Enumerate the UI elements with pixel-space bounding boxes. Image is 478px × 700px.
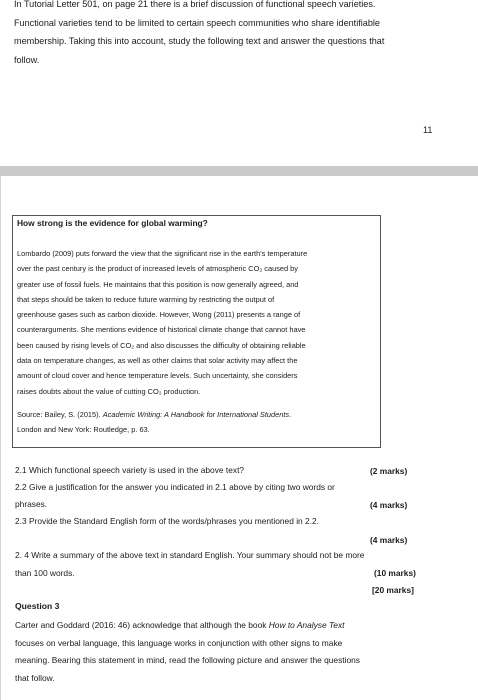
question-3-line: meaning. Bearing this statement in mind, read the following picture and answer the questions xyxy=(15,655,360,665)
total-marks: [20 marks] xyxy=(372,585,414,595)
intro-paragraph xyxy=(14,0,454,69)
question-2-3: 2.3 Provide the Standard English form of the words/phrases you mentioned in 2.2. xyxy=(15,516,320,526)
body-line: been caused by rising levels of CO₂ and also discusses the difficulty of obtaining reliable xyxy=(17,340,306,350)
body-line: greater use of fossil fuels. He maintains that this position is now generally agreed, and xyxy=(17,279,299,289)
question-2-2-line: 2.2 Give a justification for the answer you indicated in 2.1 above by citing two words or xyxy=(15,482,335,492)
body-line: greenhouse gases such as carbon dioxide. However, Wong (2011) presents a range of xyxy=(17,310,301,320)
intro-line: Functional varieties tend to be limited to certain speech communities who share identifiable xyxy=(14,17,380,28)
source-book-title: Academic Writing: A Handbook for International Students xyxy=(102,410,290,419)
intro-line: membership. Taking this into account, study the following text and answer the questions that xyxy=(14,36,385,46)
body-line: that steps should be taken to reduce future warming by restricting the output of xyxy=(17,294,275,304)
previous-page xyxy=(0,0,478,166)
page-break-divider xyxy=(0,166,478,176)
question-3-book-title: How to Analyse Text xyxy=(268,620,345,630)
intro-line: In Tutorial Letter 501, on page 21 there is a brief discussion of functional speech varieties. xyxy=(14,0,376,9)
question-2-1: 2.1 Which functional speech variety is used in the above text? xyxy=(15,465,245,475)
question-2-1-marks: (2 marks) xyxy=(370,466,408,476)
question-3-heading: Question 3 xyxy=(15,601,60,611)
body-line: over the past century is the product of increased levels of atmospheric CO₂ caused by xyxy=(17,264,298,274)
question-2-4-marks: (10 marks) xyxy=(374,568,416,578)
body-line: amount of cloud cover and hence temperature levels. Such uncertainty, she considers xyxy=(17,371,298,381)
question-3-line: focuses on verbal language, this language works in conjunction with other signs to make xyxy=(15,637,343,648)
question-2-3-marks: (4 marks) xyxy=(370,535,408,545)
text-box-title: How strong is the evidence for global warming? xyxy=(17,218,208,228)
body-line: raises doubts about the value of cutting CO₂ production. xyxy=(17,386,201,396)
source-text-box xyxy=(12,215,381,448)
source-publisher: London and New York: Routledge, p. 63. xyxy=(17,425,150,435)
question-2-4-line: than 100 words. xyxy=(15,568,75,578)
body-line: counterarguments. She mentions evidence of historical climate change that cannot have xyxy=(17,325,306,335)
body-line: data on temperature changes, as well as other claims that solar activity may affect the xyxy=(17,356,298,366)
question-3-line: that follow. xyxy=(15,672,55,683)
question-2-2-line: phrases. xyxy=(15,499,48,509)
question-2-4-line: 2. 4 Write a summary of the above text in standard English. Your summary should not be more xyxy=(15,550,365,560)
page-number: 11 xyxy=(423,125,433,135)
body-line: Lombardo (2009) puts forward the view that the significant rise in the earth's temperature xyxy=(17,249,308,258)
source-citation xyxy=(17,407,379,438)
text-box-body xyxy=(17,246,379,399)
source-prefix: Source: Bailey, S. (2015). xyxy=(17,410,103,419)
question-3-line: Carter and Goddard (2016: 46) acknowledge that although the book xyxy=(15,620,269,630)
current-page xyxy=(0,176,478,700)
question-2-2-marks: (4 marks) xyxy=(370,500,408,510)
question-3-body xyxy=(15,617,435,687)
source-suffix: . xyxy=(289,410,292,419)
intro-line: follow. xyxy=(14,54,40,65)
